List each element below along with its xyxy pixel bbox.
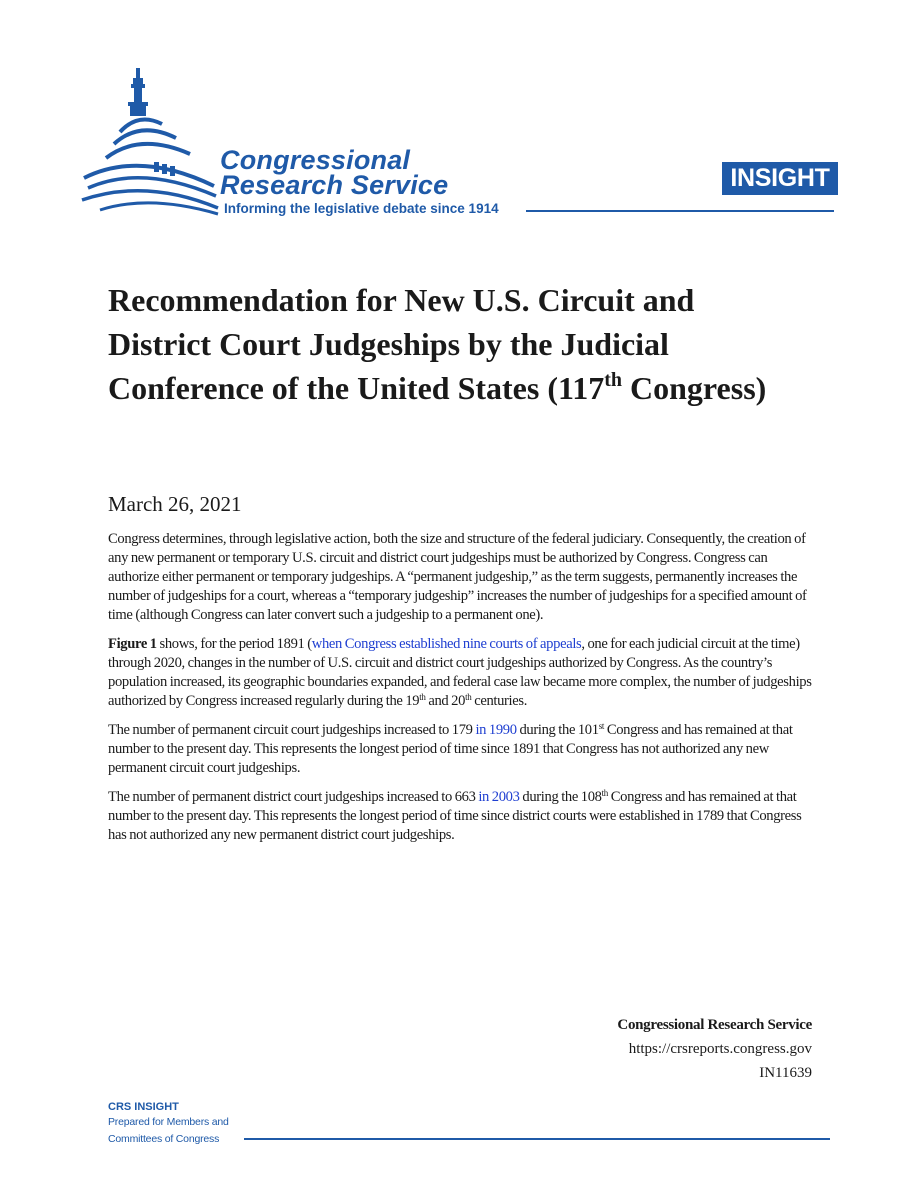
paragraph-4-text-3: Congress and has remained at that number to the present day. This represents the longest period of time since district courts were established in 1789 that Congress has not authorized any new permanent district court judgeships. [108,789,802,843]
report-date: March 26, 2021 [108,492,242,516]
report-title-main: Recommendation for New U.S. Circuit and District Court Judgeships by the Judicial Conference of the United States (117 [108,282,695,406]
paragraph-3-sup: st [598,721,605,731]
report-title-tail: Congress) [622,370,767,406]
footer-report-id: IN11639 [759,1065,812,1081]
band-subtitle [108,1114,258,1148]
insight-badge: INSIGHT [722,162,838,195]
paragraph-4-text-2: during the 108 [519,789,602,805]
paragraph-3-text-3: Congress and has remained at that number to the present day. This represents the longest period of time since 1891 that Congress has not authorized any new permanent circuit court judgeships. [108,722,793,776]
report-body [108,530,820,855]
paragraph-2-text-3: and 20 [425,693,466,709]
report-title-sup: th [604,369,623,391]
paragraph-1: Congress determines, through legislative action, both the size and structure of the federal judiciary. Consequently, the creation of any new permanent or temporary U.S. circuit and district court judgeships must be authorized by Congress. Congress can authorize either permanent or temporary judgeships. A “permanent judgeship,” as the term suggests, permanently increases the number of judgeships for a court, whereas a “temporary judgeship” increases the number of judgeships for a specified amount of time (although Congress can later convert such a judgeship to a permanent one). [108,531,807,623]
figure-reference[interactable]: Figure 1 [108,636,157,652]
header-divider [526,210,834,212]
paragraph-4-text-1: The number of permanent district court judgeships increased to 663 [108,789,479,805]
org-tagline: Informing the legislative debate since 1914 [224,201,499,216]
link-in-1990[interactable]: in 1990 [475,722,517,738]
link-in-2003[interactable]: in 2003 [478,789,520,805]
paragraph-3-text-2: during the 101 [516,722,599,738]
band-divider [244,1138,830,1140]
paragraph-2-text-4: centuries. [471,693,528,709]
org-name-line-2: Research Service [220,170,449,200]
link-courts-of-appeals[interactable]: when Congress established nine courts of appeals [311,636,582,652]
footer-url[interactable]: https://crsreports.congress.gov [628,1041,812,1057]
paragraph-2-text-1: shows, for the period 1891 ( [156,636,312,652]
paragraph-2-sup-2: th [465,692,472,702]
band-subtitle-line-2: Committees of Congress [108,1133,220,1145]
org-name-line-1: Congressional [220,145,411,175]
footer-org-name: Congressional Research Service [617,1017,812,1033]
paragraph-2-text-2: , one for each judicial circuit at the time) through 2020, changes in the number of U.S. circuit and district court judgeships authorized by Congress. As the country’s population increased, its geographic boundaries expanded, and federal case law became more complex, the number of judgeships authorized by Congress increased regularly during the 19 [108,636,812,709]
paragraph-4-sup: th [601,788,608,798]
band-subtitle-line-1: Prepared for Members and [108,1116,229,1128]
band-title: CRS INSIGHT [108,1101,179,1113]
paragraph-4 [108,788,820,845]
paragraph-2 [108,635,820,711]
footer-org-block [617,1013,812,1085]
paragraph-3-text-1: The number of permanent circuit court judgeships increased to 179 [108,722,476,738]
crs-capitol-dome-logo [80,66,220,216]
report-title [108,278,798,410]
paragraph-2-sup-1: th [419,692,426,702]
paragraph-3 [108,721,820,778]
